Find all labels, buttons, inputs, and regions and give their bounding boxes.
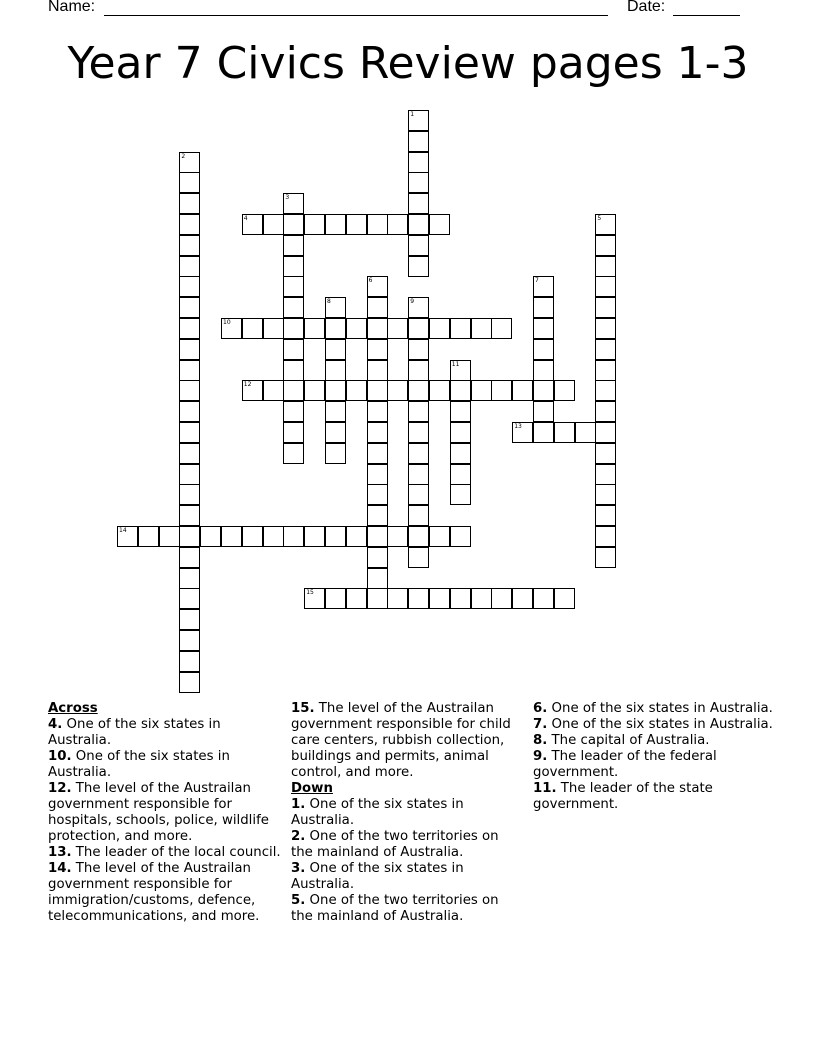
crossword-cell[interactable] <box>325 297 346 318</box>
cell-number: 4 <box>243 215 248 222</box>
clue-down-5 <box>291 893 521 925</box>
clue-text: The leader of the state government. <box>533 781 713 812</box>
crossword-cell[interactable] <box>263 380 284 401</box>
crossword-cell[interactable] <box>533 297 554 318</box>
crossword-cell[interactable] <box>491 318 512 339</box>
crossword-cell[interactable] <box>263 214 284 235</box>
across-heading: Across <box>48 701 98 716</box>
crossword-cell[interactable] <box>367 422 388 443</box>
crossword-cell[interactable] <box>221 526 242 547</box>
crossword-cell[interactable] <box>429 318 450 339</box>
crossword-cell[interactable] <box>325 443 346 464</box>
clues-section <box>0 701 816 1041</box>
cell-number: 3 <box>285 194 290 202</box>
crossword-cell[interactable] <box>595 401 616 422</box>
crossword-cell[interactable] <box>179 484 200 505</box>
crossword-cell[interactable] <box>179 588 200 609</box>
down-heading: Down <box>291 781 333 796</box>
crossword-cell[interactable] <box>595 443 616 464</box>
crossword-cell[interactable] <box>533 360 554 381</box>
crossword-cell[interactable] <box>387 380 408 401</box>
crossword-cell[interactable] <box>533 318 554 339</box>
crossword-cell[interactable] <box>595 380 616 401</box>
crossword-cell[interactable] <box>367 443 388 464</box>
crossword-cell[interactable] <box>346 214 367 235</box>
clue-across-12 <box>48 781 283 845</box>
crossword-cell[interactable] <box>595 464 616 485</box>
crossword-cell[interactable] <box>429 380 450 401</box>
crossword-cell[interactable] <box>283 526 304 547</box>
crossword-cell[interactable] <box>325 401 346 422</box>
clue-text: The level of the Austrailan government responsible for child care centers, rubbish collection, buildings and permits, animal control, and more. <box>291 701 511 780</box>
crossword-cell[interactable] <box>179 609 200 630</box>
crossword-cell[interactable] <box>179 172 200 193</box>
crossword-cell[interactable] <box>179 318 200 339</box>
crossword-cell[interactable] <box>179 526 200 547</box>
clue-number: 13. <box>48 845 72 860</box>
crossword-cell[interactable] <box>325 526 346 547</box>
crossword-cell[interactable] <box>367 318 388 339</box>
clue-text: The leader of the federal government. <box>533 749 717 780</box>
crossword-cell[interactable] <box>179 547 200 568</box>
crossword-cell[interactable] <box>325 422 346 443</box>
crossword-cell[interactable] <box>595 256 616 277</box>
crossword-cell[interactable] <box>387 526 408 547</box>
crossword-cell[interactable] <box>283 297 304 318</box>
crossword-cell[interactable] <box>179 214 200 235</box>
crossword-cell[interactable] <box>283 360 304 381</box>
crossword-cell[interactable] <box>408 318 429 339</box>
crossword-cell[interactable] <box>408 380 429 401</box>
crossword-cell[interactable] <box>179 672 200 693</box>
clue-text: One of the six states in Australia. <box>48 749 230 780</box>
clue-text: One of the two territories on the mainland of Australia. <box>291 893 499 924</box>
clue-down-3 <box>291 861 521 893</box>
cell-number: 14 <box>119 527 127 534</box>
crossword-cell[interactable] <box>450 443 471 464</box>
clue-down-7 <box>533 717 773 733</box>
crossword-cell[interactable] <box>512 422 533 443</box>
crossword-cell[interactable] <box>179 651 200 672</box>
crossword-cell[interactable] <box>179 276 200 297</box>
clue-number: 12. <box>48 781 72 796</box>
crossword-cell[interactable] <box>325 360 346 381</box>
crossword-cell[interactable] <box>117 526 138 547</box>
crossword-cell[interactable] <box>491 588 512 609</box>
cell-number: 6 <box>368 277 373 285</box>
clue-text: The level of the Austrailan government responsible for hospitals, schools, police, wildlife protection, and more. <box>48 781 269 844</box>
crossword-cell[interactable] <box>450 526 471 547</box>
clue-number: 7. <box>533 717 548 732</box>
crossword-cell[interactable] <box>408 235 429 256</box>
clue-number: 5. <box>291 893 306 908</box>
crossword-cell[interactable] <box>408 214 429 235</box>
crossword-cell[interactable] <box>533 422 554 443</box>
crossword-cell[interactable] <box>408 152 429 173</box>
crossword-cell[interactable] <box>283 380 304 401</box>
crossword-cell[interactable] <box>367 588 388 609</box>
crossword-cell[interactable] <box>179 630 200 651</box>
clue-across-13 <box>48 845 283 861</box>
crossword-cell[interactable] <box>408 443 429 464</box>
crossword-cell[interactable] <box>554 422 575 443</box>
crossword-cell[interactable] <box>533 339 554 360</box>
clue-down-2 <box>291 829 521 861</box>
crossword-cell[interactable] <box>408 339 429 360</box>
crossword-cell[interactable] <box>179 422 200 443</box>
crossword-cell[interactable] <box>179 464 200 485</box>
crossword-cell[interactable] <box>595 526 616 547</box>
crossword-cell[interactable] <box>512 380 533 401</box>
crossword-cell[interactable] <box>179 360 200 381</box>
crossword-cell[interactable] <box>429 526 450 547</box>
crossword-cell[interactable] <box>533 401 554 422</box>
crossword-cell[interactable] <box>242 318 263 339</box>
crossword-cell[interactable] <box>450 422 471 443</box>
crossword-cell[interactable] <box>367 464 388 485</box>
clue-text: One of the six states in Australia. <box>291 797 464 828</box>
cell-number: 2 <box>181 152 186 160</box>
crossword-cell[interactable] <box>408 588 429 609</box>
clue-down-8 <box>533 733 773 749</box>
crossword-cell[interactable] <box>283 339 304 360</box>
clue-number: 14. <box>48 861 72 876</box>
cell-number: 5 <box>597 215 602 222</box>
crossword-cell[interactable] <box>533 380 554 401</box>
crossword-cell[interactable] <box>263 318 284 339</box>
clue-across-14 <box>48 861 283 925</box>
crossword-cell[interactable] <box>179 193 200 214</box>
clues-column-1 <box>48 701 283 925</box>
clue-down-9 <box>533 749 773 781</box>
crossword-cell[interactable] <box>429 588 450 609</box>
crossword-cell[interactable] <box>408 110 429 131</box>
clue-number: 8. <box>533 733 548 748</box>
crossword-cell[interactable] <box>408 193 429 214</box>
crossword-cell[interactable] <box>408 505 429 526</box>
crossword-cell[interactable] <box>325 588 346 609</box>
crossword-cell[interactable] <box>450 318 471 339</box>
crossword-cell[interactable] <box>179 380 200 401</box>
crossword-cell[interactable] <box>367 276 388 297</box>
crossword-cell[interactable] <box>595 276 616 297</box>
crossword-cell[interactable] <box>471 318 492 339</box>
crossword-cell[interactable] <box>283 193 304 214</box>
clue-text: The level of the Austrailan government responsible for immigration/customs, defence, telecommunications, and more. <box>48 861 260 924</box>
clue-across-10 <box>48 749 283 781</box>
crossword-cell[interactable] <box>283 276 304 297</box>
crossword-cell[interactable] <box>325 318 346 339</box>
clue-text: One of the six states in Australia. <box>551 717 773 732</box>
date-label: Date: <box>627 0 666 15</box>
crossword-cell[interactable] <box>533 588 554 609</box>
crossword-cell[interactable] <box>346 526 367 547</box>
crossword-cell[interactable] <box>450 401 471 422</box>
crossword-cell[interactable] <box>367 339 388 360</box>
cell-number: 10 <box>223 319 231 326</box>
crossword-cell[interactable] <box>283 235 304 256</box>
crossword-cell[interactable] <box>367 380 388 401</box>
crossword-cell[interactable] <box>346 380 367 401</box>
clue-text: One of the six states in Australia. <box>48 717 221 748</box>
clues-column-2 <box>291 701 521 925</box>
crossword-cell[interactable] <box>367 547 388 568</box>
crossword-cell[interactable] <box>283 318 304 339</box>
crossword-cell[interactable] <box>595 318 616 339</box>
crossword-cell[interactable] <box>408 401 429 422</box>
crossword-cell[interactable] <box>408 360 429 381</box>
crossword-cell[interactable] <box>408 547 429 568</box>
crossword-cell[interactable] <box>367 568 388 589</box>
crossword-cell[interactable] <box>595 297 616 318</box>
crossword-cell[interactable] <box>408 484 429 505</box>
crossword-cell[interactable] <box>595 235 616 256</box>
crossword-cell[interactable] <box>325 380 346 401</box>
crossword-cell[interactable] <box>595 422 616 443</box>
crossword-cell[interactable] <box>408 526 429 547</box>
crossword-cell[interactable] <box>179 297 200 318</box>
crossword-cell[interactable] <box>304 380 325 401</box>
clue-text: The capital of Australia. <box>551 733 710 748</box>
crossword-cell[interactable] <box>533 276 554 297</box>
crossword-cell[interactable] <box>242 380 263 401</box>
crossword-cell[interactable] <box>512 588 533 609</box>
clue-down-6 <box>533 701 773 717</box>
crossword-cell[interactable] <box>242 214 263 235</box>
crossword-cell[interactable] <box>408 297 429 318</box>
clue-text: The leader of the local council. <box>75 845 281 860</box>
crossword-cell[interactable] <box>283 214 304 235</box>
clue-number: 4. <box>48 717 63 732</box>
clue-number: 3. <box>291 861 306 876</box>
crossword-cell[interactable] <box>595 547 616 568</box>
crossword-cell[interactable] <box>554 588 575 609</box>
clue-down-1 <box>291 797 521 829</box>
crossword-cell[interactable] <box>325 339 346 360</box>
crossword-cell[interactable] <box>367 401 388 422</box>
clue-number: 9. <box>533 749 548 764</box>
clue-number: 6. <box>533 701 548 716</box>
crossword-cell[interactable] <box>450 360 471 381</box>
crossword-cell[interactable] <box>387 318 408 339</box>
crossword-cell[interactable] <box>283 422 304 443</box>
clue-across-4 <box>48 717 283 749</box>
crossword-cell[interactable] <box>471 380 492 401</box>
crossword-cell[interactable] <box>491 380 512 401</box>
crossword-cell[interactable] <box>408 464 429 485</box>
crossword-cell[interactable] <box>595 505 616 526</box>
crossword-cell[interactable] <box>304 526 325 547</box>
clue-number: 1. <box>291 797 306 812</box>
clue-number: 15. <box>291 701 315 716</box>
clue-number: 11. <box>533 781 557 796</box>
crossword-cell[interactable] <box>242 526 263 547</box>
cell-number: 13 <box>514 423 522 430</box>
crossword-cell[interactable] <box>471 588 492 609</box>
crossword-cell[interactable] <box>408 256 429 277</box>
page-title: Year 7 Civics Review pages 1-3 <box>67 38 749 89</box>
clue-text: One of the two territories on the mainland of Australia. <box>291 829 499 860</box>
crossword-cell[interactable] <box>179 152 200 173</box>
crossword-cell[interactable] <box>179 256 200 277</box>
crossword-cell[interactable] <box>367 526 388 547</box>
cell-number: 1 <box>410 111 415 118</box>
crossword-cell[interactable] <box>367 297 388 318</box>
crossword-cell[interactable] <box>595 484 616 505</box>
crossword-cell[interactable] <box>595 360 616 381</box>
crossword-cell[interactable] <box>408 131 429 152</box>
clue-number: 2. <box>291 829 306 844</box>
crossword-cell[interactable] <box>304 588 325 609</box>
crossword-cell[interactable] <box>159 526 180 547</box>
crossword-cell[interactable] <box>367 505 388 526</box>
crossword-cell[interactable] <box>179 443 200 464</box>
crossword-cell[interactable] <box>367 360 388 381</box>
crossword-cell[interactable] <box>346 318 367 339</box>
crossword-cell[interactable] <box>554 380 575 401</box>
crossword-cell[interactable] <box>595 214 616 235</box>
crossword-cell[interactable] <box>450 588 471 609</box>
cell-number: 9 <box>410 298 415 306</box>
clues-column-3 <box>533 701 773 813</box>
crossword-cell[interactable] <box>179 339 200 360</box>
crossword-cell[interactable] <box>367 484 388 505</box>
crossword-cell[interactable] <box>429 214 450 235</box>
cell-number: 12 <box>243 381 252 389</box>
crossword-cell[interactable] <box>450 484 471 505</box>
crossword-cell[interactable] <box>179 505 200 526</box>
crossword-cell[interactable] <box>179 235 200 256</box>
crossword-cell[interactable] <box>304 318 325 339</box>
crossword-cell[interactable] <box>387 588 408 609</box>
cell-number: 7 <box>535 277 539 285</box>
clue-down-11 <box>533 781 773 813</box>
crossword-cell[interactable] <box>179 401 200 422</box>
crossword-cell[interactable] <box>367 214 388 235</box>
crossword-cell[interactable] <box>221 318 242 339</box>
crossword-cell[interactable] <box>387 214 408 235</box>
cell-number: 8 <box>327 298 331 306</box>
crossword-cell[interactable] <box>408 172 429 193</box>
crossword-cell[interactable] <box>346 588 367 609</box>
crossword-cell[interactable] <box>595 339 616 360</box>
crossword-cell[interactable] <box>283 401 304 422</box>
crossword-cell[interactable] <box>575 422 596 443</box>
crossword-cell[interactable] <box>179 568 200 589</box>
crossword-cell[interactable] <box>408 422 429 443</box>
crossword-cell[interactable] <box>450 380 471 401</box>
cell-number: 11 <box>451 360 460 368</box>
name-label: Name: <box>48 0 96 15</box>
crossword-cell[interactable] <box>450 464 471 485</box>
cell-number: 15 <box>306 589 314 597</box>
crossword-cell[interactable] <box>200 526 221 547</box>
crossword-cell[interactable] <box>263 526 284 547</box>
clue-text: One of the six states in Australia. <box>291 861 464 892</box>
crossword-cell[interactable] <box>138 526 159 547</box>
clue-number: 10. <box>48 749 72 764</box>
crossword-cell[interactable] <box>325 214 346 235</box>
crossword-cell[interactable] <box>283 256 304 277</box>
clue-across-15 <box>291 701 521 781</box>
crossword-cell[interactable] <box>304 214 325 235</box>
clue-text: One of the six states in Australia. <box>551 701 773 716</box>
crossword-cell[interactable] <box>283 443 304 464</box>
